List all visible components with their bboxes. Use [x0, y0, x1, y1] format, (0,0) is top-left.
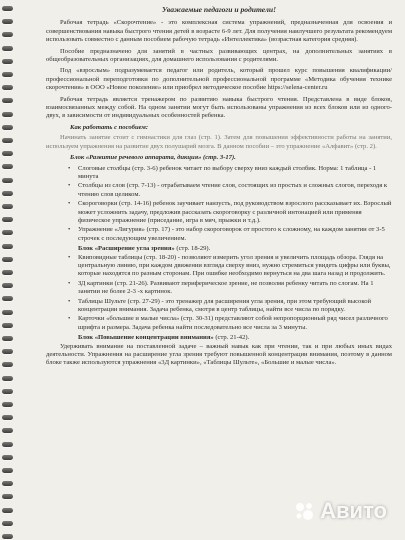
spiral-ring	[2, 112, 13, 117]
spiral-ring	[2, 349, 13, 354]
spiral-ring	[2, 19, 13, 24]
list-item: • ЗД картинки (стр. 21-26). Развивают периферическое зрение, не позволяя ребенку читать по слогам. На 1 занятии не более 2-3 -х картинок.	[46, 280, 392, 297]
spiral-ring	[2, 138, 13, 143]
block1-list	[46, 165, 392, 244]
spiral-ring	[2, 72, 13, 77]
spiral-ring	[2, 310, 13, 315]
block2-heading-bold: Блок «Расширение угла зрения»	[78, 245, 175, 253]
spiral-ring	[2, 296, 13, 301]
list-item: • Столбцы из слов (стр. 7-13) - отрабатываем чтение слов, состоящих из простых и сложных слогов, переходя к чтению слов целиком.	[46, 182, 392, 199]
spiral-ring	[2, 455, 13, 460]
spiral-ring	[2, 494, 13, 499]
spiral-ring	[2, 468, 13, 473]
spiral-ring	[2, 402, 13, 407]
block3-heading-pages: (стр. 21-42).	[213, 334, 250, 342]
block2-heading-pages: (стр. 18-29).	[174, 245, 211, 253]
block1-heading: Блок «Развитие речевого аппарата, дикция» (стр. 3-17).	[70, 154, 236, 162]
block2-list	[46, 254, 392, 333]
spiral-ring	[2, 442, 13, 447]
how-to-work-heading: Как работать с пособием:	[70, 123, 149, 131]
spiral-ring	[2, 85, 13, 90]
spiral-ring	[2, 428, 13, 433]
spiral-ring	[2, 125, 13, 130]
spiral-ring	[2, 362, 13, 367]
page-title: Уважаемые педагоги и родители!	[161, 5, 277, 14]
spiral-ring	[2, 283, 13, 288]
adult-definition-paragraph: Под «взрослым» подразумевается педагог или родитель, который прошел курс повышения квалификации/профессиональной переподготовки по дополнительной профессиональной программе «Методика обучения технике скорочтения» в ООО «Новое поколение» или приобрел методическое пособие https://selena-center.ru	[46, 67, 392, 92]
spiral-ring	[2, 6, 13, 11]
spiral-ring	[2, 217, 13, 222]
purpose-paragraph: Пособие предназначено для занятий в частных развивающих центрах, на дополнительных занятиях в общеобразовательных организациях, для домашнего использования с родителями.	[46, 47, 392, 64]
list-item: • Карточки «большие и малые числа» (стр. 30-31) представляют собой непропорционный ряд чисел различного шрифта и размера. Задача ребенка найти последовательно все числа за 3 минуты.	[46, 315, 392, 332]
spiral-ring	[2, 191, 13, 196]
avito-logo-icon	[294, 500, 316, 522]
spiral-ring	[2, 323, 13, 328]
spiral-ring	[2, 46, 13, 51]
spiral-ring	[2, 336, 13, 341]
spiral-ring	[2, 244, 13, 249]
spiral-ring	[2, 59, 13, 64]
spiral-ring	[2, 204, 13, 209]
spiral-ring	[2, 164, 13, 169]
spiral-ring	[2, 508, 13, 513]
spiral-ring	[2, 521, 13, 526]
list-item: • Квиповидные таблицы (стр. 18-20) - позволяют измерить угол зрения и увеличить площадь обзора. Глядя на центральную линию, при каждом движении взгляда сверху вниз, нужно стремиться увидеть цифры или буквы, которые находятся по разным сторонам. При ошибке необходимо вернуться на два шага назад и продолжить.	[46, 254, 392, 279]
spiral-ring	[2, 376, 13, 381]
spiral-ring	[2, 481, 13, 486]
block2-heading	[46, 245, 392, 253]
spiral-ring	[2, 178, 13, 183]
list-item: • Таблицы Шульте (стр. 27-29) - это тренажер для расширения угла зрения, при этом требующий высокой концентрации внимания. Задача ребенка, смотря в центр таблицы, найти все числа по порядку.	[46, 298, 392, 315]
page-content	[46, 6, 392, 371]
spiral-ring	[2, 151, 13, 156]
list-item: • Упражнение «Лигурия» (стр. 17) - это набор скороговорок от простого к сложному, на каждом занятии от 3-5 строчек с последующим увеличением.	[46, 226, 392, 243]
block3-heading	[46, 334, 392, 342]
spiral-ring	[2, 98, 13, 103]
spiral-ring	[2, 230, 13, 235]
start-paragraph: Начинать занятие стоит с гимнастики для глаз (стр. 1). Затем для повышения эффективности работы на занятии, используем упражнения на развитие двух полушарий мозга. В данном пособии – это упражнение «Алфавит» (стр. 2).	[46, 134, 392, 150]
spiral-binding	[0, 0, 16, 540]
list-item: • Скороговорки (стр. 14-16) ребенок заучивает наизусть, под руководством взрослого рассказывает их. Взрослый может усложнить задачу, предложив рассказать скороговорку с различной интонацией или применяя физическое упражнение (приседание, игра в мяч, прыжки и т.д.).	[46, 200, 392, 225]
intro-paragraph: Рабочая тетрадь «Скорочтение» - это комплексная система упражнений, предназначенная для освоения и совершенствования навыка быстрого чтения детей в возрасте 6-9 лет. Для получения наилучшего результата рекомендуем использовать совместно с данным пособием рабочую тетрадь «Интеллектика» (возрастная категория средняя).	[46, 19, 392, 44]
list-item: • Слоговые столбцы (стр. 3-6) ребенок читает по выбору сверху вниз каждый столбик. Норма: 1 таблица - 1 минута	[46, 165, 392, 182]
structure-paragraph: Рабочая тетрадь является тренажером по развитию навыка быстрого чтения. Представлена в виде блоков, взаимосвязанных между собой. На одном занятии могут быть использованы упражнения из всех блоков или из одного-двух, в зависимости от индивидуальных особенностей ребенка.	[46, 95, 392, 120]
spiral-ring	[2, 257, 13, 262]
watermark-text: Авито	[320, 497, 387, 523]
avito-watermark	[294, 497, 387, 523]
spiral-ring	[2, 534, 13, 539]
spiral-ring	[2, 32, 13, 37]
spiral-ring	[2, 415, 13, 420]
attention-paragraph: Удерживать внимание на поставленной задаче – важный навык как при чтении, так и при любых иных видах деятельности. Упражнения на расширение угла зрения требуют повышенной концентрации внимания, поэтому в данном блоке также используются упражнения «3Д картинки», «Таблицы Шульте», «Большие и малые числа».	[46, 342, 392, 367]
block3-heading-bold: Блок «Повышение концентрации внимания»	[78, 334, 214, 342]
spiral-ring	[2, 389, 13, 394]
spiral-ring	[2, 270, 13, 275]
